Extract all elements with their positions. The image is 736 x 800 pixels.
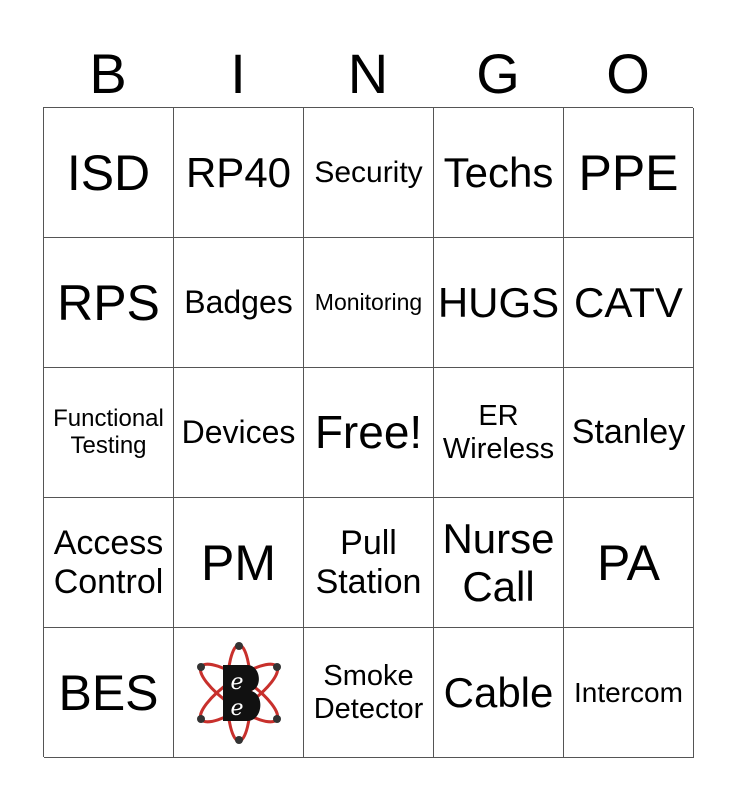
bingo-cell-label: Access Control: [53, 524, 164, 601]
bingo-cell[interactable]: [44, 238, 174, 368]
bingo-cell-label: Security: [314, 155, 423, 189]
header-letter-g: G: [476, 42, 520, 105]
bingo-board: [43, 107, 693, 757]
bingo-cell[interactable]: [304, 498, 434, 628]
bingo-cell-label: HUGS: [437, 278, 560, 326]
bingo-cell[interactable]: [434, 368, 564, 498]
bingo-cell[interactable]: [304, 628, 434, 758]
bingo-cell-label: Free!: [314, 405, 423, 458]
bingo-header: [43, 40, 693, 108]
bingo-cell-label: BES: [58, 664, 159, 721]
bingo-cell[interactable]: [564, 238, 694, 368]
bingo-cell-label: Cable: [443, 668, 554, 716]
bingo-cell[interactable]: [434, 628, 564, 758]
bingo-cell-label: Intercom: [574, 676, 683, 708]
bingo-cell[interactable]: [174, 238, 304, 368]
bingo-cell-label: Stanley: [571, 413, 686, 452]
bingo-cell[interactable]: [434, 238, 564, 368]
bingo-cell-label: RPS: [57, 274, 160, 331]
atom-be-logo-icon: [189, 641, 289, 745]
bingo-cell-label: Smoke Detector: [313, 660, 424, 725]
bingo-cell-label: Nurse Call: [442, 515, 555, 610]
bingo-cell[interactable]: [304, 238, 434, 368]
bingo-cell-label: Functional Testing: [53, 404, 164, 459]
bingo-cell[interactable]: [564, 628, 694, 758]
bingo-cell-label: Monitoring: [314, 288, 423, 315]
header-letter-n: N: [347, 42, 389, 105]
bingo-cell[interactable]: [434, 498, 564, 628]
bingo-cell-label: Techs: [443, 148, 554, 196]
bingo-cell-label: PPE: [578, 144, 679, 201]
bingo-cell-label: Badges: [184, 283, 293, 320]
bingo-cell[interactable]: [44, 368, 174, 498]
bingo-cell-label: ISD: [66, 144, 151, 201]
bingo-cell-label: Pull Station: [315, 524, 422, 601]
bingo-cell[interactable]: [174, 498, 304, 628]
bingo-cell-label: Devices: [181, 413, 296, 450]
header-letter-o: O: [606, 42, 650, 105]
bingo-cell-label: ER Wireless: [442, 400, 555, 465]
bingo-cell[interactable]: [564, 108, 694, 238]
bingo-cell[interactable]: [44, 498, 174, 628]
bingo-cell[interactable]: [564, 498, 694, 628]
bingo-cell[interactable]: [564, 368, 694, 498]
bingo-cell[interactable]: [304, 108, 434, 238]
bingo-cell[interactable]: [304, 368, 434, 498]
bingo-cell[interactable]: [174, 368, 304, 498]
bingo-cell[interactable]: [434, 108, 564, 238]
bingo-cell[interactable]: [44, 628, 174, 758]
bingo-cell[interactable]: [174, 108, 304, 238]
bingo-cell-label: RP40: [185, 148, 292, 196]
bingo-cell-logo[interactable]: [174, 628, 304, 758]
svg-text:e: e: [229, 669, 244, 695]
header-letter-b: B: [89, 42, 127, 105]
bingo-cell-label: PA: [597, 534, 660, 591]
header-letter-i: I: [230, 42, 246, 105]
bingo-cell-label: PM: [201, 534, 276, 591]
bingo-cell-label: CATV: [574, 278, 683, 326]
svg-text:e: e: [229, 695, 244, 721]
bingo-cell[interactable]: [44, 108, 174, 238]
